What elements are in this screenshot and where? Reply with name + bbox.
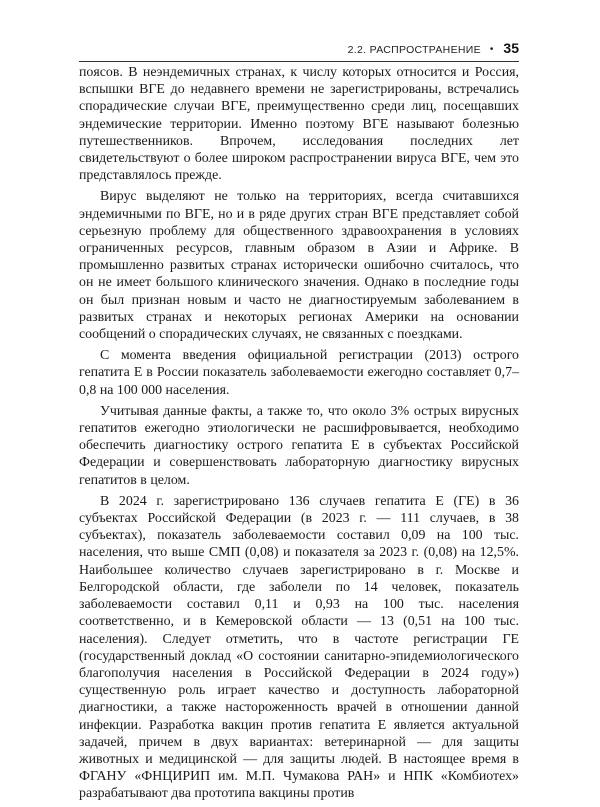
paragraph-continued: пoясов. В неэндемичных странах, к числу которых относится и Россия, вспышки ВГЕ до недавнего времени не зарегистрированы, встречались спорадические случаи ВГЕ, преимущественно среди лиц, посещавших эндемические территории. Именно поэтому ВГЕ называют болезнью путешественников. Впрочем, исследования последних лет свидетельствуют о более широком распространении вируса ВГЕ, чем это представлялось прежде.: [79, 65, 519, 184]
paragraph: В 2024 г. зарегистрировано 136 случаев гепатита Е (ГЕ) в 36 субъектах Российской Федерации (в 2023 г. — 111 случаев, в 38 субъектах), показатель заболеваемости составил 0,09 на 100 тыс. населения, что выше СМП (0,08) и показателя за 2023 г. (0,08) на 12,5%. Наибольшее количество случаев зарегистрировано в г. Москве и Белгородской области, где заболели по 14 человек, показатель заболеваемости составил 0,11 и 0,93 на 100 тыс. населения соответственно, и в Кемеровской области — 13 (0,51 на 100 тыс. населения). Следует отметить, что в частоте регистрации ГЕ (государственный доклад «О состоянии санитарно-эпидемиологического благополучия населения в Российской Федерации в 2024 году») существенную роль играет качество и доступность лабораторной диагностики, а также настороженность врачей в отношении данной инфекции. Разработка вакцин против гепатита Е является актуальной задачей, причем в двух вариантах: ветеринарной — для защиты животных и медицинской — для защиты людей. В настоящее время в ФГАНУ «ФНЦИРИП им. М.П. Чумакова РАН» и НПК «Комбиотех» разрабатывают два прототипа вакцины против: [79, 493, 519, 802]
page-number: 35: [503, 40, 519, 56]
body-text: [79, 64, 519, 807]
section-title: 2.2. РАСПРОСТРАНЕНИЕ: [347, 44, 481, 56]
running-head: [79, 40, 519, 60]
bullet-separator: •: [489, 44, 494, 55]
paragraph: Учитывая данные факты, а также то, что около 3% острых вирусных гепатитов ежегодно этиологически не расшифровывается, необходимо обеспечить диагностику острого гепатита Е в субъектах Российской Федерации и совершенствовать лабораторную диагностику вирусных гепатитов в целом.: [79, 403, 519, 488]
paragraph: С момента введения официальной регистрации (2013) острого гепатита Е в России показатель заболеваемости ежегодно составляет 0,7–0,8 на 100 000 населения.: [79, 348, 519, 398]
paragraph: Вирус выделяют не только на территориях, всегда считавшихся эндемичными по ВГЕ, но и в ряде других стран ВГЕ представляет собой серьезную проблему для общественного здравоохранения в условиях ограниченных ресурсов, главным образом в Азии и Африке. В промышленно развитых странах исторически ошибочно считалось, что он не имеет большого клинического значения. Однако в последние годы он был признан новым и часто не диагностируемым заболеванием в развитых странах и некоторых регионах Америки на основании сообщений о спорадических случаях, не связанных с поездками.: [79, 189, 519, 343]
header-rule: [79, 61, 519, 62]
